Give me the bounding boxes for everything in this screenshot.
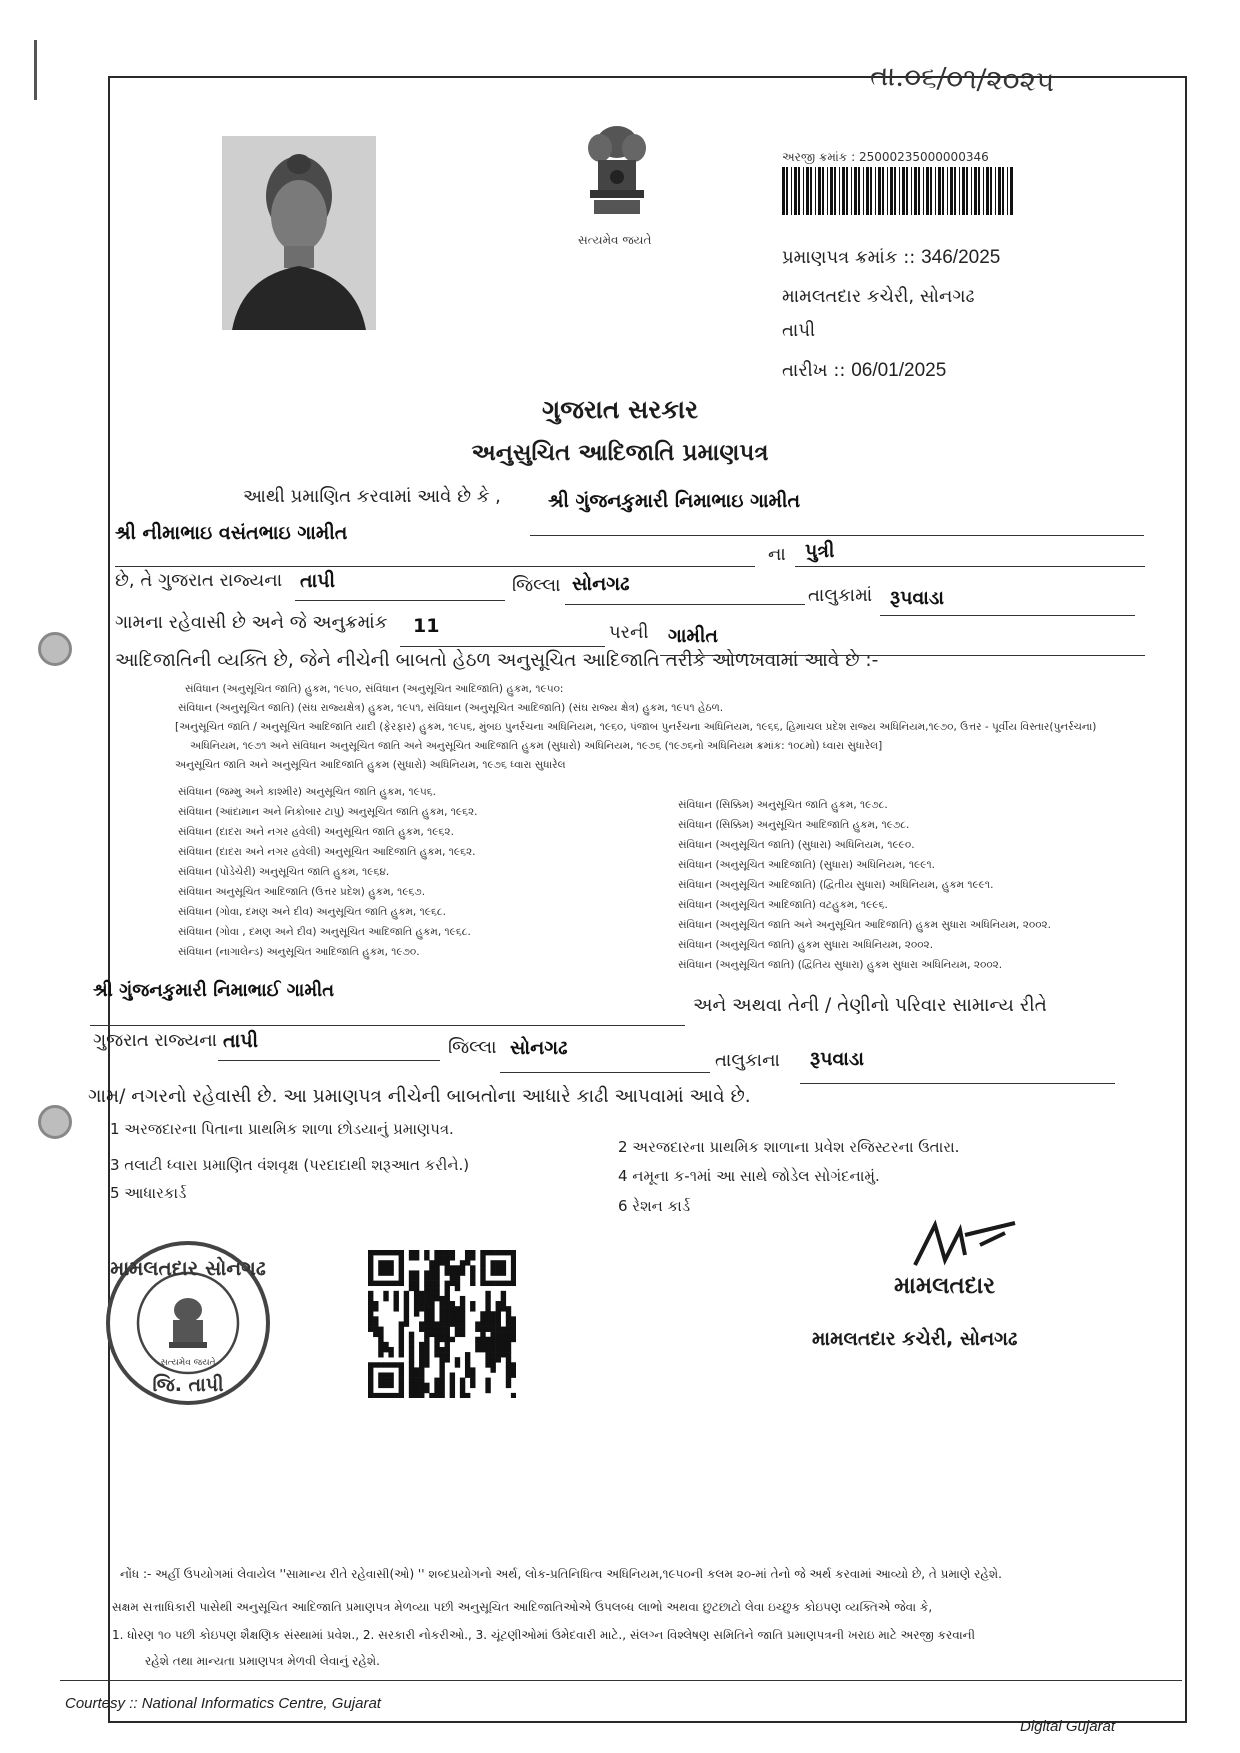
certificate-number-value: 346/2025 bbox=[921, 247, 1001, 268]
punch-hole-top bbox=[38, 632, 72, 666]
issuing-office: મામલતદાર કચેરી, સોનગઢ bbox=[782, 286, 975, 307]
document-item: 1 અરજદારના પિતાના પ્રાથમિક શાળા છોડયાનું પ્રમાણપત્ર. bbox=[110, 1120, 454, 1138]
document-item: 4 નમૂના ક-૧માં આ સાથે જોડેલ સોગંદનામું. bbox=[618, 1167, 880, 1185]
document-item: 6 રેશન કાર્ડ bbox=[618, 1197, 691, 1215]
order-item: સંવિધાન (જમ્મુ અને કાશ્મીર) અનુસૂચિત જાતિ હુકમ, ૧૯૫૬. bbox=[178, 786, 436, 798]
intro-text: આથી પ્રમાણિત કરવામાં આવે છે કે , bbox=[243, 486, 501, 507]
district-value: તાપી bbox=[300, 570, 336, 592]
relation-value: પુત્રી bbox=[805, 540, 835, 562]
order-item: સંવિધાન (અનુસૂચિત જાતિ અને અનુસૂચિત આદિજાતિ) હુકમ સુધારા અધિનિયમ, ૨૦૦૨. bbox=[678, 919, 1052, 931]
taluka-label: તાલુકામાં bbox=[808, 585, 873, 606]
second-taluka-hq-value: સોનગઢ bbox=[510, 1037, 568, 1059]
second-district-label: જિલ્લા bbox=[448, 1037, 497, 1058]
signatory-designation: મામલતદાર bbox=[894, 1273, 996, 1299]
recognition-text: આદિજાતિની વ્યક્તિ છે, જેને નીચેની બાબતો હેઠળ અનુસૂચિત આદિજાતિ તરીકે ઓળખવામાં આવે છે :- bbox=[115, 650, 879, 671]
government-title: ગુજરાત સરકાર bbox=[541, 395, 699, 424]
note-text: નોંધ :- અહીં ઉપયોગમાં લેવાયેલ ''સામાન્ય રીતે રહેવાસી(ઓ) '' શબ્દપ્રયોગનો અર્થ, લોક-પ્રતિનિધિત્વ અધિનિયમ,૧૯૫૦ની કલમ ૨૦-માં તેનો જે અર્થ કરવામાં આવ્યો છે, તે પ્રમાણે રહેશે. bbox=[120, 1567, 1002, 1581]
orders-left-list bbox=[178, 787, 478, 967]
national-emblem-icon bbox=[572, 120, 662, 220]
document-item: 2 અરજદારના પ્રાથમિક શાળાના પ્રવેશ રજિસ્ટરના ઉતારા. bbox=[618, 1138, 960, 1156]
applicant-photo bbox=[222, 136, 376, 330]
second-state-prefix: ગુજરાત રાજ્યના bbox=[93, 1030, 218, 1051]
order-item: સંવિધાન (સિક્કિમ) અનુસૂચિત જાતિ હુકમ, ૧૯૭૮. bbox=[678, 799, 888, 811]
underline bbox=[295, 600, 505, 601]
na-text: ના bbox=[768, 544, 786, 565]
order-item: સંવિધાન (દાદરા અને નગર હવેલી) અનુસૂચિત આદિજાતિ હુકમ, ૧૯૬૨. bbox=[178, 846, 476, 858]
order-item: સંવિધાન (આંદામાન અને નિકોબાર ટાપુ) અનુસૂચિત જાતિ હુકમ, ૧૯૬૨. bbox=[178, 806, 478, 818]
certificate-number-label: પ્રમાણપત્ર ક્રમાંક :: bbox=[782, 247, 916, 268]
scan-edge-mark bbox=[34, 40, 37, 100]
application-number: અરજી ક્રમાંક : 25000235000000346 bbox=[782, 150, 989, 164]
signature-mark bbox=[905, 1215, 1020, 1275]
father-name: શ્રી નીમાભાઇ વસંતભાઇ ગામીત bbox=[115, 522, 348, 544]
order-line: અધિનિયમ, ૧૯૭૧ અને સંવિધાન અનુસૂચિત જાતિ અને અનુસૂચિત આદિજાતિ હુકમ (સુધારો) અધિનિયમ, ૧૯૭૬ (૧૯૭૬નો અધિનિયમ ક્રમાંક: ૧૦૮મો) ધ્વારા સુધારેલ] bbox=[190, 740, 883, 752]
issue-date-value: 06/01/2025 bbox=[851, 360, 947, 381]
district-label: જિલ્લા bbox=[512, 575, 561, 596]
certificate-title: અનુસુચિત આદિજાતિ પ્રમાણપત્ર bbox=[471, 440, 769, 466]
order-item: સંવિધાન (અનુસૂચિત જાતિ) (સુધારા) અધિનિયમ, ૧૯૯૦. bbox=[678, 839, 915, 851]
basis-text: ગામ/ નગરનો રહેવાસી છે. આ પ્રમાણપત્ર નીચેની બાબતોના આધારે કાઢી આપવામાં આવે છે. bbox=[88, 1086, 751, 1107]
note-line: રહેશે તથા માન્યતા પ્રમાણપત્ર મેળવી લેવાનું રહેશે. bbox=[145, 1654, 380, 1668]
note-line: 1. ધોરણ ૧૦ પછી કોઇપણ શૈક્ષણિક સંસ્થામાં પ્રવેશ., 2. સરકારી નોકરીઓ., 3. ચૂંટણીઓમાં ઉમેદવારી માટે., સંલગ્ન વિશ્લેષણ સમિતિને જાતિ પ્રમાણપત્રની ખરાઇ માટે અરજી કરવાની bbox=[112, 1628, 976, 1642]
issue-date-label: તારીખ :: bbox=[782, 360, 846, 381]
underline bbox=[880, 615, 1135, 616]
second-district-value: તાપી bbox=[223, 1030, 259, 1052]
order-item: સંવિધાન અનુસૂચિત આદિજાતિ (ઉત્તર પ્રદેશ) હુકમ, ૧૯૬૭. bbox=[178, 886, 426, 898]
order-item: સંવિધાન (અનુસૂચિત આદિજાતિ) (સુધારા) અધિનિયમ, ૧૯૯૧. bbox=[678, 859, 935, 871]
order-item: સંવિધાન (સિક્કિમ) અનુસૂચિત આદિજાતિ હુકમ, ૧૯૭૮. bbox=[678, 819, 910, 831]
order-item: સંવિધાન (પોંડેચેરી) અનુસૂચિત જાતિ હુકમ, ૧૯૬૪. bbox=[178, 866, 390, 878]
order-line: સંવિધાન (અનુસૂચિત જાતિ) હુકમ, ૧૯૫૦, સંવિધાન (અનુસૂચિત આદિજાતિ) હુકમ, ૧૯૫૦: bbox=[185, 683, 564, 695]
second-village-value: રૂપવાડા bbox=[810, 1048, 865, 1070]
underline bbox=[218, 1060, 440, 1061]
order-item: સંવિધાન (ગોવા, દમણ અને દીવ) અનુસૂચિત જાતિ હુકમ, ૧૯૬૮. bbox=[178, 906, 446, 918]
seal-motto: સત્યમેવ જયતે bbox=[160, 1358, 216, 1368]
underline bbox=[90, 1025, 685, 1026]
office-seal bbox=[103, 1238, 273, 1408]
second-taluka-label: તાલુકાના bbox=[715, 1050, 780, 1071]
tribe-value: ગામીત bbox=[668, 625, 718, 647]
underline bbox=[800, 1083, 1115, 1084]
order-item: સંવિધાન (અનુસૂચિત આદિજાતિ) (દ્વિતીય સુધારા) અધિનિયમ, હુકમ ૧૯૯૧. bbox=[678, 879, 994, 891]
orders-right-list bbox=[678, 800, 1051, 980]
second-name: શ્રી ગુંજનકુમારી નિમાભાઈ ગામીત bbox=[93, 980, 335, 1001]
issuing-district: તાપી bbox=[782, 320, 816, 341]
emblem-motto: સત્યમેવ જયતે bbox=[578, 233, 652, 247]
underline bbox=[530, 535, 1144, 536]
order-line: સંવિધાન (અનુસૂચિત જાતિ) (સંઘ રાજ્યક્ષેત્ર) હુકમ, ૧૯૫૧, સંવિધાન (અનુસૂચિત આદિજાતિ) (સંઘ રાજ્ય ક્ષેત્ર) હુકમ, ૧૯૫૧ હેઠળ. bbox=[178, 702, 724, 714]
family-text: અને અથવા તેની / તેણીનો પરિવાર સામાન્ય રીતે bbox=[693, 995, 1047, 1016]
handwritten-date-note: તા.૦૬/૦૧/૨૦૨૫ bbox=[869, 58, 1055, 99]
village-value: રૂપવાડા bbox=[890, 587, 945, 609]
seal-bottom-text: જિ. તાપી bbox=[152, 1374, 224, 1396]
applicant-name: શ્રી ગુંજનકુમારી નિમાભાઇ ગામીત bbox=[548, 490, 801, 512]
courtesy-text: Courtesy :: National Informatics Centre, Gujarat bbox=[65, 1695, 381, 1712]
document-item: 5 આધારકાર્ડ bbox=[110, 1184, 187, 1202]
order-item: સંવિધાન (અનુસૂચિત જાતિ) હુકમ સુધારા અધિનિયમ, ૨૦૦૨. bbox=[678, 939, 934, 951]
order-line: [અનુસૂચિત જાતિ / અનુસૂચિત આદિજાતિ યાદી (ફેરફાર) હુકમ, ૧૯૫૬, મુંબઇ પુનર્રચના અધિનિયમ, ૧૯૬૦, પંજાબ પુનર્રચના અધિનિયમ, ૧૯૬૬, હિમાચલ પ્રદેશ રાજ્ય અધિનિયમ,૧૯૭૦, ઉત્તર - પૂર્વીય વિસ્તાર(પુનર્રચના) bbox=[175, 721, 1097, 733]
underline bbox=[400, 646, 605, 647]
note-line: સક્ષમ સત્તાધિકારી પાસેથી અનુસૂચિત આદિજાતિ પ્રમાણપત્ર મેળવ્યા પછી અનુસૂચિત આદિજાતિઓએ ઉપલબ્ધ લાભો અથવા છુટછાટો લેવા ઇચ્છુક કોઇપણ વ્યક્તિએ જેવા કે, bbox=[112, 1600, 933, 1614]
order-item: સંવિધાન (અનુસૂચિત આદિજાતિ) વટહુકમ, ૧૯૯૬. bbox=[678, 899, 888, 911]
taluka-hq-value: સોનગઢ bbox=[572, 573, 630, 595]
underline bbox=[565, 604, 805, 605]
underline bbox=[795, 566, 1145, 567]
resident-text: ગામના રહેવાસી છે અને જે અનુક્રમાંક bbox=[115, 612, 388, 633]
on-label: પરની bbox=[609, 622, 649, 643]
seal-top-text: મામલતદાર સોનગઢ bbox=[110, 1256, 266, 1280]
barcode bbox=[782, 167, 1014, 215]
order-item: સંવિધાન (ગોવા , દમણ અને દીવ) અનુસૂચિત આદિજાતિ હુકમ, ૧૯૬૮. bbox=[178, 926, 471, 938]
document-item: 3 તલાટી ધ્વારા પ્રમાણિત વંશવૃક્ષ (પરદાદાથી શરૂઆત કરીને.) bbox=[110, 1156, 470, 1174]
issue-date bbox=[782, 360, 946, 382]
punch-hole-bottom bbox=[38, 1105, 72, 1139]
order-item: સંવિધાન (નાગાલેન્ડ) અનુસૂચિત આદિજાતિ હુકમ, ૧૯૭૦. bbox=[178, 946, 420, 958]
order-item: સંવિધાન (દાદરા અને નગર હવેલી) અનુસૂચિત જાતિ હુકમ, ૧૯૬૨. bbox=[178, 826, 454, 838]
order-item: સંવિધાન (અનુસૂચિત જાતિ) (દ્વિતિય સુધારા) હુકમ સુધારા અધિનિયમ, ૨૦૦૨. bbox=[678, 959, 1003, 971]
serial-number: 11 bbox=[413, 615, 440, 637]
underline bbox=[115, 566, 755, 567]
brand-text: Digital Gujarat bbox=[1020, 1718, 1116, 1735]
underline bbox=[500, 1072, 710, 1073]
qr-code bbox=[368, 1250, 516, 1398]
order-line: અનુસૂચિત જાતિ અને અનુસૂચિત આદિજાતિ હુકમ (સુધારો) અધિનિયમ, ૧૯૭૬ ધ્વારા સુધારેલ bbox=[175, 759, 566, 771]
state-prefix: છે, તે ગુજરાત રાજ્યના bbox=[115, 570, 283, 591]
footer-divider bbox=[60, 1680, 1182, 1681]
certificate-number bbox=[782, 247, 1000, 269]
signatory-office: મામલતદાર કચેરી, સોનગઢ bbox=[812, 1328, 1018, 1350]
